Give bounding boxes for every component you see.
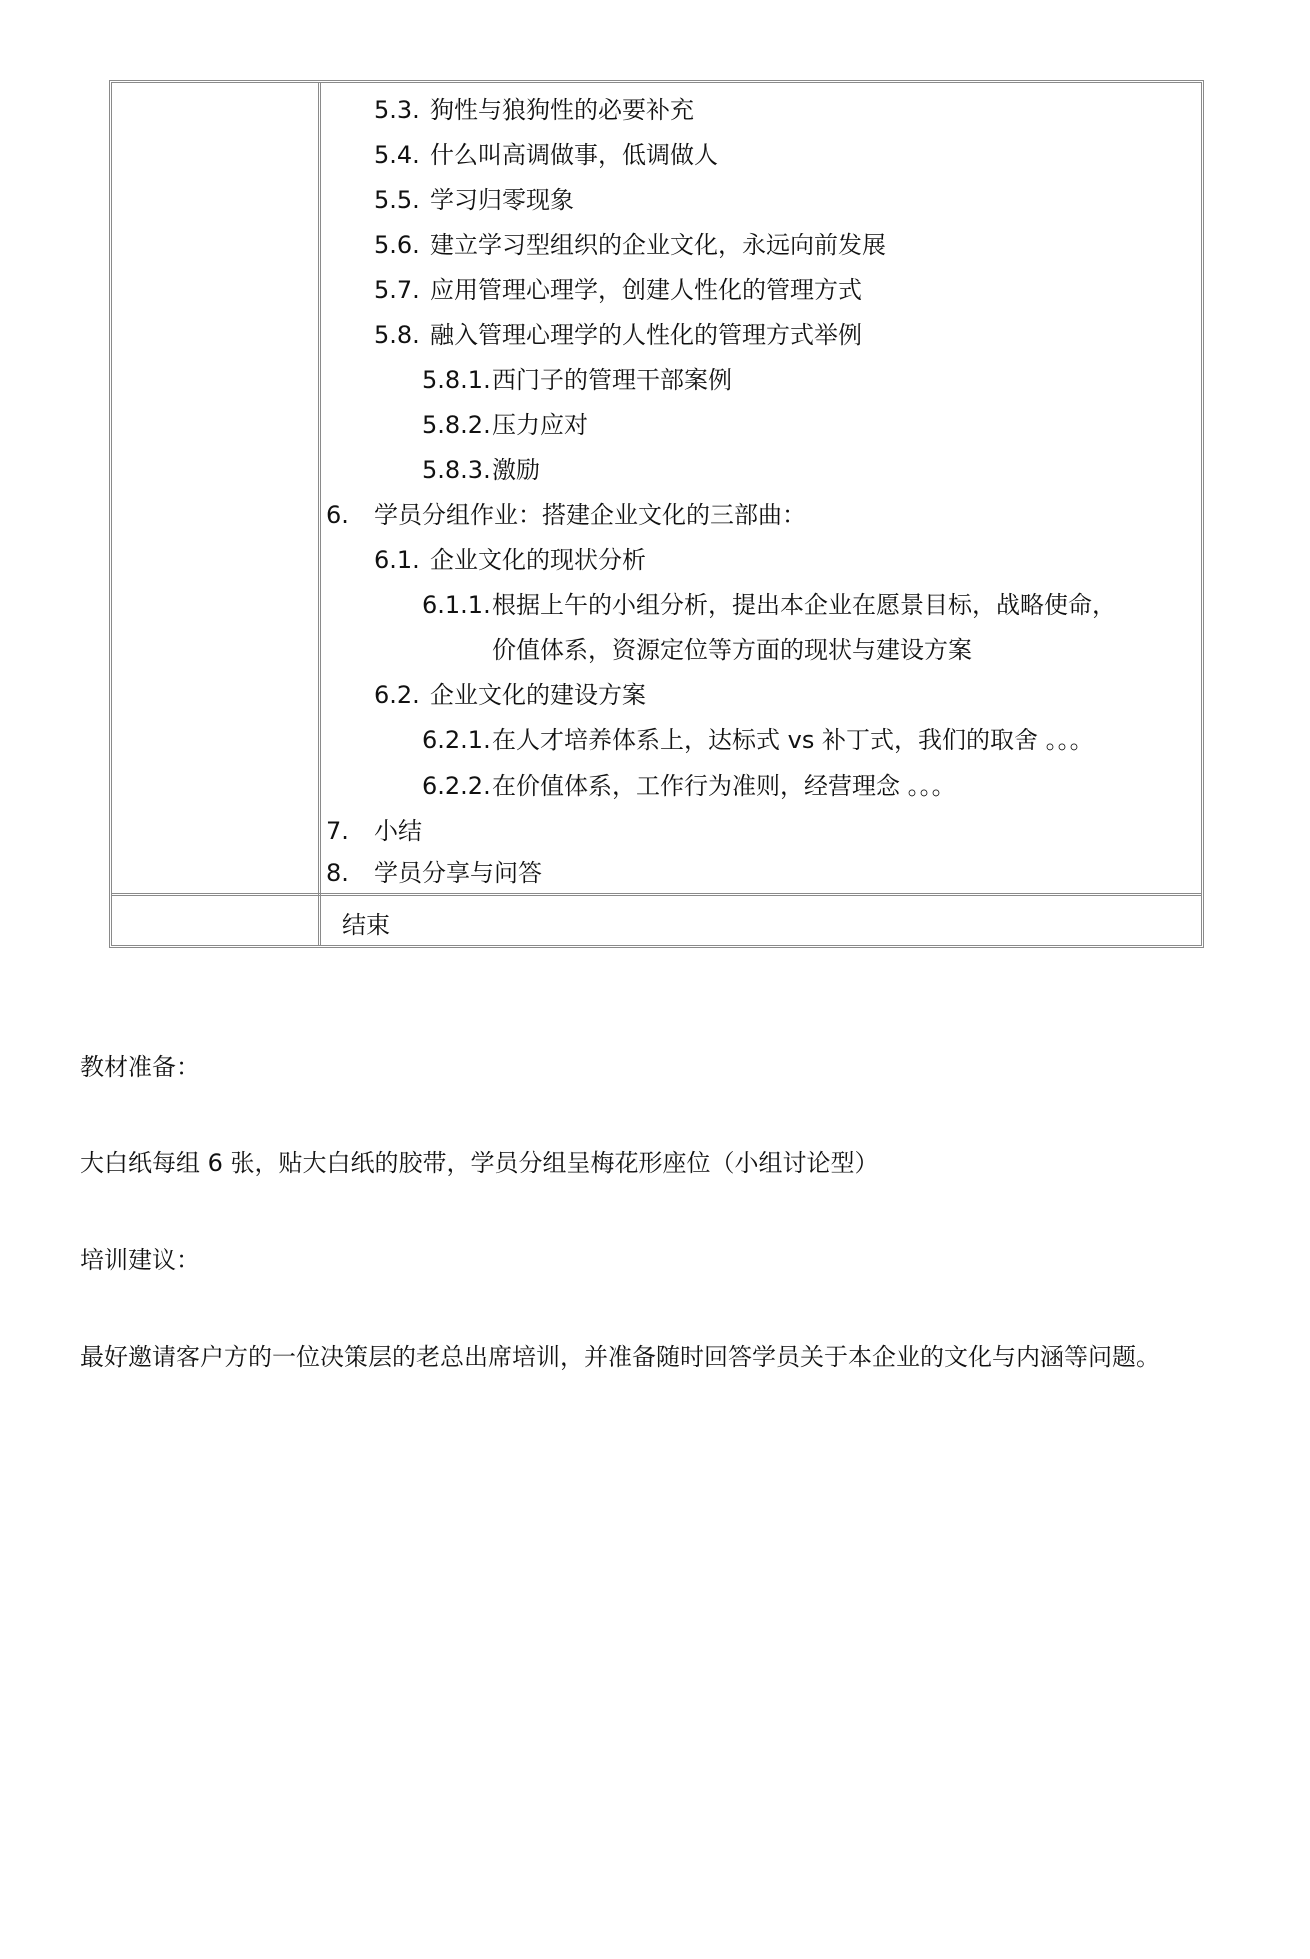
item-number: 6.2.2. — [422, 772, 491, 800]
end-label: 结束 — [342, 911, 390, 939]
item-number: 5.5. — [374, 186, 420, 214]
advice-heading: 培训建议： — [80, 1246, 200, 1274]
item-number: 5.4. — [374, 141, 420, 169]
agenda-item: 在人才培养体系上，达标式 vs 补丁式，我们的取舍 。。。 — [492, 726, 1094, 754]
item-number: 5.8.1. — [422, 366, 491, 394]
agenda-item: 应用管理心理学，创建人性化的管理方式 — [430, 276, 862, 304]
agenda-item: 在价值体系，工作行为准则，经营理念 。。。 — [492, 772, 956, 800]
item-number: 8. — [326, 859, 349, 887]
agenda-item: 压力应对 — [492, 411, 588, 439]
agenda-item: 学习归零现象 — [430, 186, 574, 214]
agenda-item: 融入管理心理学的人性化的管理方式举例 — [430, 321, 862, 349]
agenda-item: 企业文化的建设方案 — [430, 681, 646, 709]
advice-text: 最好邀请客户方的一位决策层的老总出席培训，并准备随时回答学员关于本企业的文化与内涵等问题。 — [80, 1343, 1160, 1371]
agenda-item: 激励 — [492, 456, 540, 484]
agenda-item: 学员分组作业：搭建企业文化的三部曲： — [374, 501, 806, 529]
item-number: 5.7. — [374, 276, 420, 304]
agenda-table — [109, 80, 1204, 948]
agenda-end-row — [112, 893, 1201, 945]
item-number: 5.6. — [374, 231, 420, 259]
item-number: 5.8.3. — [422, 456, 491, 484]
materials-text: 大白纸每组 6 张，贴大白纸的胶带，学员分组呈梅花形座位（小组讨论型） — [80, 1149, 879, 1177]
agenda-item: 根据上午的小组分析，提出本企业在愿景目标，战略使命， — [492, 591, 1116, 619]
item-number: 6.2.1. — [422, 726, 491, 754]
item-number: 6.1. — [374, 546, 420, 574]
agenda-item: 企业文化的现状分析 — [430, 546, 646, 574]
agenda-item: 小结 — [374, 817, 422, 845]
item-number: 7. — [326, 817, 349, 845]
agenda-content-row — [112, 83, 1201, 893]
agenda-item: 什么叫高调做事，低调做人 — [430, 141, 718, 169]
agenda-item: 狗性与狼狗性的必要补充 — [430, 96, 694, 124]
item-number: 5.8. — [374, 321, 420, 349]
item-number: 6.1.1. — [422, 591, 491, 619]
item-number: 6.2. — [374, 681, 420, 709]
item-number: 5.8.2. — [422, 411, 491, 439]
agenda-item-continuation: 价值体系，资源定位等方面的现状与建设方案 — [492, 636, 972, 664]
agenda-item: 建立学习型组织的企业文化，永远向前发展 — [430, 231, 886, 259]
item-number: 6. — [326, 501, 349, 529]
agenda-item: 学员分享与问答 — [374, 859, 542, 887]
item-number: 5.3. — [374, 96, 420, 124]
materials-heading: 教材准备： — [80, 1053, 200, 1081]
agenda-item: 西门子的管理干部案例 — [492, 366, 732, 394]
